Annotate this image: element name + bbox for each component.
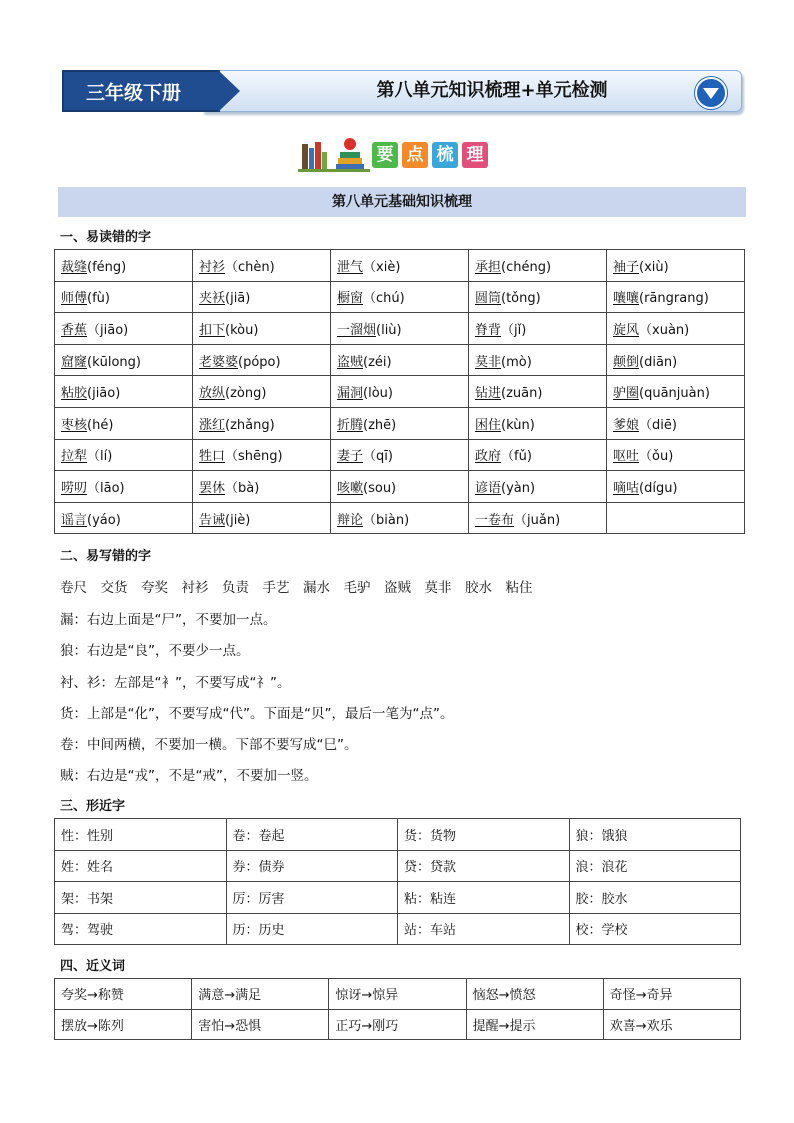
- pinyin: (lòu): [363, 386, 393, 402]
- word: 老婆婆: [199, 354, 239, 370]
- pinyin: (zhē): [363, 417, 397, 433]
- note-line: 货：上部是“化”，不要写成“代”。下面是“贝”，最后一笔为“点”。: [60, 706, 454, 722]
- word: 枣核: [61, 417, 88, 433]
- pinyin: (hé): [87, 417, 114, 433]
- word: 困住: [475, 417, 502, 433]
- word: 拉犁: [61, 449, 88, 465]
- table-cell: [193, 250, 331, 282]
- word: 驴圈: [613, 386, 640, 402]
- word: 颠倒: [613, 354, 640, 370]
- grade-label: 三年级下册: [62, 70, 220, 112]
- section-heading-synonyms: 四、近义词: [60, 959, 126, 974]
- table-cell: [607, 407, 745, 439]
- note-line: 卷：中间两横，不要加一横。下部不要写成“巳”。: [60, 737, 358, 753]
- pinyin: (pópo): [238, 354, 281, 370]
- word: 放纵: [199, 386, 226, 402]
- table-cell: [55, 281, 193, 313]
- page-header: [62, 70, 742, 112]
- table-cell: [193, 439, 331, 471]
- pinyin: (tǒng): [501, 291, 541, 307]
- table-row: [55, 376, 745, 408]
- word: 盗贼: [337, 354, 364, 370]
- table-cell: [55, 376, 193, 408]
- key-points-badge: [298, 136, 508, 172]
- table-row: [55, 407, 745, 439]
- pinyin: （lí): [87, 449, 113, 465]
- miswritten-word-list: 卷尺 交货 夸奖 衬衫 负责 手艺 漏水 毛驴 盗贼 莫非 胶水 粘住: [60, 580, 533, 596]
- table-cell: [331, 313, 469, 345]
- pinyin: （juǎn): [514, 512, 561, 528]
- table-cell: 惊讶→惊异: [329, 979, 466, 1010]
- pinyin: （xiè): [363, 259, 401, 275]
- pinyin: (zòng): [225, 386, 267, 402]
- table-cell: 卷：卷起: [226, 819, 398, 851]
- table-cell: 驾：驾驶: [55, 913, 227, 945]
- table-cell: [55, 344, 193, 376]
- word: 唠叨: [61, 480, 88, 496]
- word: 承担: [475, 259, 502, 275]
- pinyin: (zhǎng): [225, 417, 275, 433]
- page-title: 第八单元知识梳理+单元检测: [376, 80, 608, 101]
- pinyin: （bà): [225, 480, 260, 496]
- word: 袖子: [613, 259, 640, 275]
- table-cell: 摆放→陈列: [55, 1009, 192, 1040]
- table-row: [55, 313, 745, 345]
- pinyin: (kùn): [501, 417, 535, 433]
- misread-chars-table: [54, 249, 745, 534]
- table-cell: [331, 471, 469, 503]
- table-cell: [193, 471, 331, 503]
- pinyin: (yàn): [501, 480, 536, 496]
- table-row: [55, 344, 745, 376]
- pinyin: (jiāo): [87, 386, 121, 402]
- table-cell: [469, 502, 607, 534]
- table-cell: 恼怒→愤怒: [466, 979, 603, 1010]
- pinyin: (kūlong): [87, 354, 141, 370]
- table-cell: [55, 502, 193, 534]
- word: 夹袄: [199, 291, 226, 307]
- table-cell: [469, 439, 607, 471]
- pinyin: (kòu): [225, 322, 259, 338]
- word: 衬衫: [199, 259, 226, 275]
- pinyin: （biàn): [363, 512, 410, 528]
- title-bar: [202, 70, 742, 112]
- table-cell: 校：学校: [569, 913, 741, 945]
- pinyin: （jiāo): [87, 322, 129, 338]
- badge-text: [372, 142, 492, 168]
- table-cell: [607, 250, 745, 282]
- word: 旋风: [613, 322, 640, 338]
- table-cell: [607, 471, 745, 503]
- pinyin: (yáo): [87, 512, 121, 528]
- pinyin: (xiù): [639, 259, 669, 275]
- pinyin: （shēng): [225, 449, 283, 465]
- table-cell: [607, 439, 745, 471]
- table-cell: [55, 439, 193, 471]
- table-cell: 胶：胶水: [569, 882, 741, 914]
- word: 泄气: [337, 259, 364, 275]
- pinyin: (zéi): [363, 354, 392, 370]
- table-cell: [607, 281, 745, 313]
- table-cell: [607, 502, 745, 534]
- word: 牲口: [199, 449, 226, 465]
- table-row: [55, 913, 741, 945]
- pinyin: （chú): [363, 291, 405, 307]
- table-cell: [469, 313, 607, 345]
- pinyin: （chèn): [225, 259, 275, 275]
- pinyin: (chéng): [501, 259, 552, 275]
- table-cell: 害怕→恐惧: [192, 1009, 329, 1040]
- badge-char-4: 理: [462, 142, 488, 168]
- section-band-title: 第八单元基础知识梳理: [58, 187, 746, 217]
- pinyin: （xuàn): [639, 322, 690, 338]
- word: 政府: [475, 449, 502, 465]
- word: 涨红: [199, 417, 226, 433]
- table-cell: [193, 344, 331, 376]
- pinyin: （fǔ): [501, 449, 532, 465]
- word: 呕吐: [613, 449, 640, 465]
- pinyin: (quānjuàn): [639, 386, 710, 402]
- table-cell: [331, 344, 469, 376]
- word: 圆筒: [475, 291, 502, 307]
- section-heading-miswritten: 二、易写错的字: [60, 549, 152, 564]
- pinyin: (liù): [376, 322, 402, 338]
- table-cell: 站：车站: [398, 913, 570, 945]
- pinyin: (fù): [87, 291, 110, 307]
- table-row: [55, 882, 741, 914]
- table-cell: [331, 376, 469, 408]
- table-cell: [55, 250, 193, 282]
- table-cell: [469, 471, 607, 503]
- table-row: [55, 250, 745, 282]
- word: 扣下: [199, 322, 226, 338]
- table-row: [55, 281, 745, 313]
- table-cell: [469, 407, 607, 439]
- table-row: [55, 1009, 741, 1040]
- chevron-down-icon[interactable]: [695, 77, 727, 109]
- table-cell: 券：债券: [226, 850, 398, 882]
- word: 谣言: [61, 512, 88, 528]
- word: 咳嗽: [337, 480, 364, 496]
- table-cell: [331, 407, 469, 439]
- ground-line: [298, 169, 370, 172]
- table-cell: [469, 250, 607, 282]
- table-cell: 厉：厉害: [226, 882, 398, 914]
- table-cell: [331, 281, 469, 313]
- word: 莫非: [475, 354, 502, 370]
- table-cell: 货：货物: [398, 819, 570, 851]
- word: 橱窗: [337, 291, 364, 307]
- table-row: [55, 850, 741, 882]
- word: 罢休: [199, 480, 226, 496]
- note-line: 漏：右边上面是“尸”，不要加一点。: [60, 612, 277, 628]
- table-cell: [55, 407, 193, 439]
- note-line: 衬、衫：左部是“衤”，不要写成“礻”。: [60, 675, 291, 691]
- word: 漏洞: [337, 386, 364, 402]
- table-row: [55, 439, 745, 471]
- pinyin: (diān): [639, 354, 678, 370]
- word: 告诫: [199, 512, 226, 528]
- pinyin: （ǒu): [639, 449, 674, 465]
- table-row: [55, 819, 741, 851]
- word: 折腾: [337, 417, 364, 433]
- word: 嚷嚷: [613, 291, 640, 307]
- word: 窟窿: [61, 354, 88, 370]
- word: 辩论: [337, 512, 364, 528]
- word: 粘胶: [61, 386, 88, 402]
- table-cell: 浪：浪花: [569, 850, 741, 882]
- table-cell: 夸奖→称赞: [55, 979, 192, 1010]
- synonyms-table: [54, 978, 741, 1040]
- badge-char-2: 点: [402, 142, 428, 168]
- table-cell: [55, 471, 193, 503]
- table-cell: [607, 313, 745, 345]
- pinyin: （lāo): [87, 480, 125, 496]
- word: 嘀咕: [613, 480, 640, 496]
- pinyin: (mò): [501, 354, 532, 370]
- table-cell: 正巧→刚巧: [329, 1009, 466, 1040]
- table-cell: [469, 281, 607, 313]
- word: 脊背: [475, 322, 502, 338]
- badge-char-3: 梳: [432, 142, 458, 168]
- pinyin: (dígu): [639, 480, 678, 496]
- pinyin: (zuān): [501, 386, 543, 402]
- pinyin: （qī): [363, 449, 393, 465]
- pinyin: (jiā): [225, 291, 251, 307]
- pinyin: （diē): [639, 417, 677, 433]
- table-cell: 提醒→提示: [466, 1009, 603, 1040]
- word: 一卷布: [475, 512, 515, 528]
- note-line: 狼：右边是“良”，不要少一点。: [60, 643, 250, 659]
- table-cell: [469, 344, 607, 376]
- table-cell: 欢喜→欢乐: [603, 1009, 740, 1040]
- table-cell: 贷：贷款: [398, 850, 570, 882]
- pinyin: (sou): [363, 480, 397, 496]
- books-icon: [298, 138, 368, 170]
- pinyin: (féng): [87, 259, 127, 275]
- section-heading-misread: 一、易读错的字: [60, 230, 152, 245]
- table-cell: 狼：饿狼: [569, 819, 741, 851]
- table-cell: 性：性别: [55, 819, 227, 851]
- word: 妻子: [337, 449, 364, 465]
- table-cell: [193, 313, 331, 345]
- table-cell: [607, 376, 745, 408]
- section-heading-similar-shape: 三、形近字: [60, 799, 126, 814]
- table-cell: [193, 376, 331, 408]
- word: 爹娘: [613, 417, 640, 433]
- word: 一溜烟: [337, 322, 377, 338]
- word: 香蕉: [61, 322, 88, 338]
- table-row: [55, 471, 745, 503]
- table-cell: [607, 344, 745, 376]
- note-line: 贼：右边是“戎”，不是“戒”，不要加一竖。: [60, 768, 318, 784]
- word: 裁缝: [61, 259, 88, 275]
- word: 钻进: [475, 386, 502, 402]
- table-cell: 奇怪→奇异: [603, 979, 740, 1010]
- table-row: [55, 979, 741, 1010]
- table-cell: [331, 250, 469, 282]
- table-cell: [193, 281, 331, 313]
- table-cell: 姓：姓名: [55, 850, 227, 882]
- table-cell: [193, 502, 331, 534]
- similar-chars-table: [54, 818, 741, 945]
- pinyin: （jǐ): [501, 322, 527, 338]
- pinyin: (rāngrang): [639, 291, 709, 307]
- table-cell: [331, 502, 469, 534]
- table-cell: [469, 376, 607, 408]
- table-cell: 历：历史: [226, 913, 398, 945]
- table-cell: [193, 407, 331, 439]
- table-cell: 架：书架: [55, 882, 227, 914]
- table-cell: [331, 439, 469, 471]
- table-cell: [55, 313, 193, 345]
- word: 谚语: [475, 480, 502, 496]
- pinyin: (jiè): [225, 512, 251, 528]
- badge-char-1: 要: [372, 142, 398, 168]
- table-row: [55, 502, 745, 534]
- table-cell: 粘：粘连: [398, 882, 570, 914]
- word: 师傅: [61, 291, 88, 307]
- table-cell: 满意→满足: [192, 979, 329, 1010]
